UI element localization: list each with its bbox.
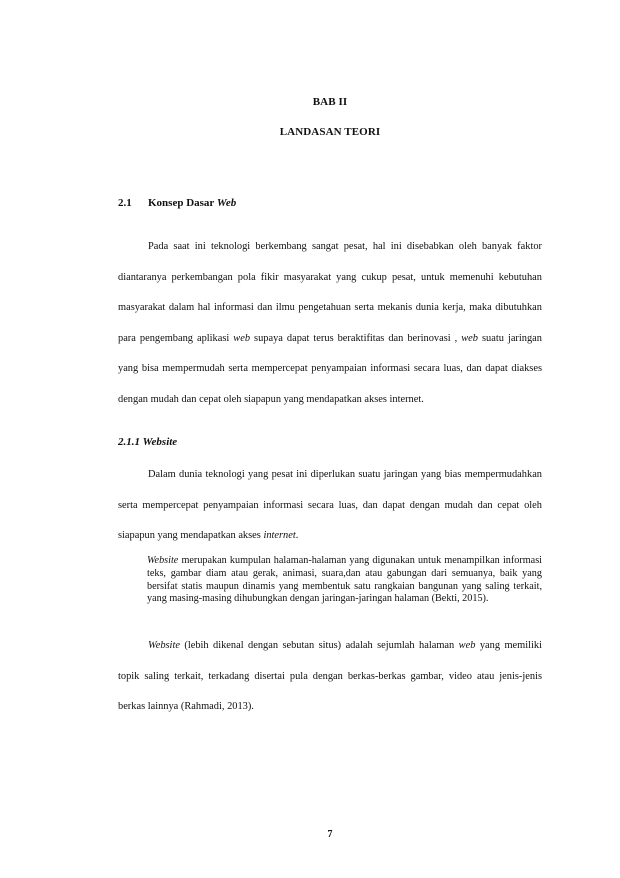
paragraph-website-definition (118, 631, 542, 723)
chapter-title: LANDASAN TEORI (279, 126, 381, 138)
text-run: suatu jaringan yang bisa mempermudah serta mempercepat penyampaian informasi secara luas, dan dapat diakses dengan mudah dan cepat oleh siapapun yang mendapatkan akses internet. (118, 332, 542, 405)
text-run: merupakan kumpulan halaman-halaman yang digunakan untuk menampilkan informasi teks, gambar diam atau gerak, animasi, suara,dan atau gabungan dari semuanya, baik yang bersifat statis maupun dinamis yang membentuk satu rangkaian bangunan yang saling terkait, yang masing-masing dihubungkan dengan jaringan-jaringan halaman (Bekti, 2015). (147, 555, 542, 605)
paragraph-website-intro (118, 460, 542, 552)
block-quote-bekti (147, 555, 542, 606)
section-title-italic: Web (216, 197, 237, 209)
text-run: Pada saat ini teknologi berkembang sangat pesat, hal ini disebabkan oleh banyak faktor diantaranya perkembangan pola fikir masyarakat yang cukup pesat, untuk memenuhi kebutuhan masyarakat dalam hal informasi dan ilmu pengetahuan serta mekanis dunia kerja, maka dibutuhkan para pengembang aplikasi (118, 241, 542, 344)
subsection-title: Website (142, 436, 178, 448)
italic-term: Website (147, 555, 179, 566)
italic-term: internet (263, 530, 296, 541)
text-run: supaya dapat terus beraktifitas dan berinovasi , (250, 332, 462, 344)
italic-term: web (233, 332, 251, 344)
paragraph-konsep-dasar-web (118, 232, 542, 415)
text-run: . (295, 530, 299, 541)
text-run: (lebih dikenal dengan sebutan situs) adalah sejumlah halaman (179, 640, 459, 651)
section-number: 2.1 (118, 197, 132, 209)
chapter-label: BAB II (312, 96, 348, 108)
section-heading-2-1 (118, 197, 236, 209)
section-heading-2-1-1 (118, 436, 177, 448)
italic-term: Website (148, 640, 180, 651)
text-run: yang memiliki topik saling terkait, terkadang disertai pula dengan berkas-berkas gambar, video atau jenis-jenis berkas lainnya (Rahmadi, 2013). (118, 640, 542, 712)
text-run: Dalam dunia teknologi yang pesat ini diperlukan suatu jaringan yang bias mempermudahkan serta mempercepat penyampaian informasi secara luas, dan dapat dengan mudah dan cepat oleh siapapun yang mendapatkan akses (118, 469, 542, 541)
page-number: 7 (327, 829, 333, 840)
section-title: Konsep Dasar (148, 197, 217, 209)
subsection-number: 2.1.1 (118, 436, 140, 448)
italic-term: web (461, 332, 478, 344)
italic-term: web (458, 640, 476, 651)
